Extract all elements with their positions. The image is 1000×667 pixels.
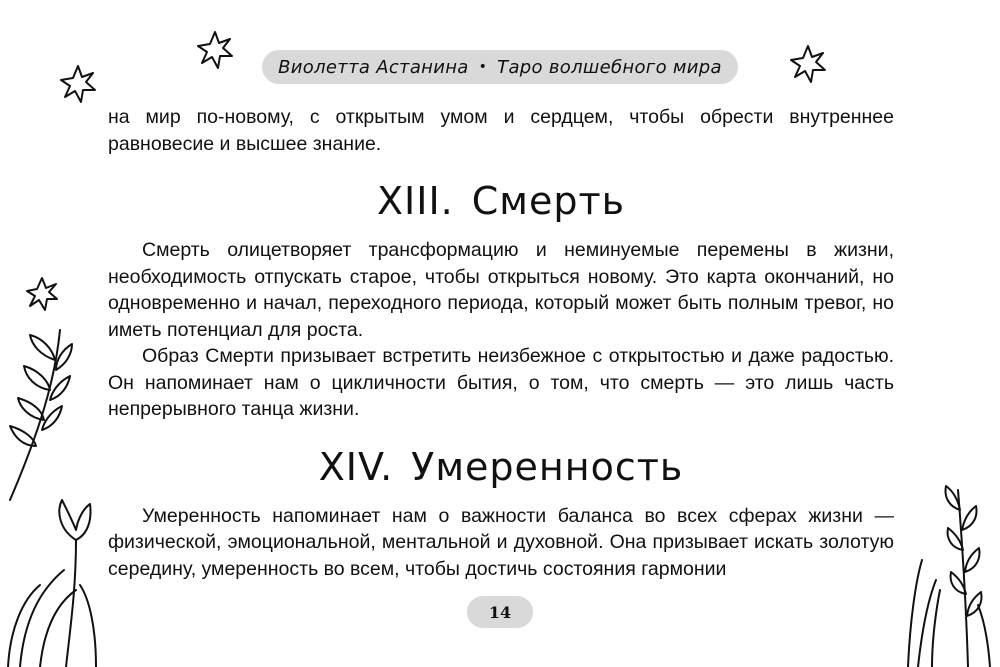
plant-illustration-left — [8, 330, 96, 667]
section-number: XIII. — [377, 179, 454, 223]
paragraph: Умеренность напоминает нам о важности баланса во всех сферах жизни — физической, эмоциональной, ментальной и духовной. Она призывает искать золотую середину, умеренность во всем, чтобы достичь состояния гармонии — [108, 504, 894, 580]
plant-illustration-right — [908, 486, 990, 667]
star-icon — [27, 278, 57, 310]
intro-paragraph: на мир по-новому, с открытым умом и сердцем, чтобы обрести внутреннее равновесие и высшее знание. — [108, 106, 894, 155]
section-heading-temperance — [108, 441, 894, 493]
header-separator: • — [478, 59, 488, 75]
section-title: Смерть — [471, 179, 625, 223]
star-icon — [791, 46, 825, 82]
section-heading-death — [108, 175, 894, 227]
paragraph: Смерть олицетворяет трансформацию и неминуемые перемены в жизни, необходимость отпускать старое, чтобы открыться новому. Это карта окончаний, но одновременно и начал, переходного периода, который может быть полным тревог, но иметь потенциал для роста. — [108, 239, 894, 341]
header-book-title: Таро волшебного мира — [497, 56, 722, 78]
section-number: XIV. — [318, 444, 394, 489]
running-header — [262, 50, 738, 84]
star-icon — [198, 32, 232, 68]
section-title: Умеренность — [411, 444, 684, 489]
paragraph: Образ Смерти призывает встретить неизбежное с открытостью и даже радостью. Он напоминает нам о цикличности бытия, о том, что смерть — это лишь часть непрерывного танца жизни. — [108, 345, 894, 420]
star-icon — [61, 66, 95, 102]
page-number: 14 — [467, 596, 533, 628]
header-author: Виолетта Астанина — [278, 56, 469, 78]
page-body — [108, 104, 894, 582]
